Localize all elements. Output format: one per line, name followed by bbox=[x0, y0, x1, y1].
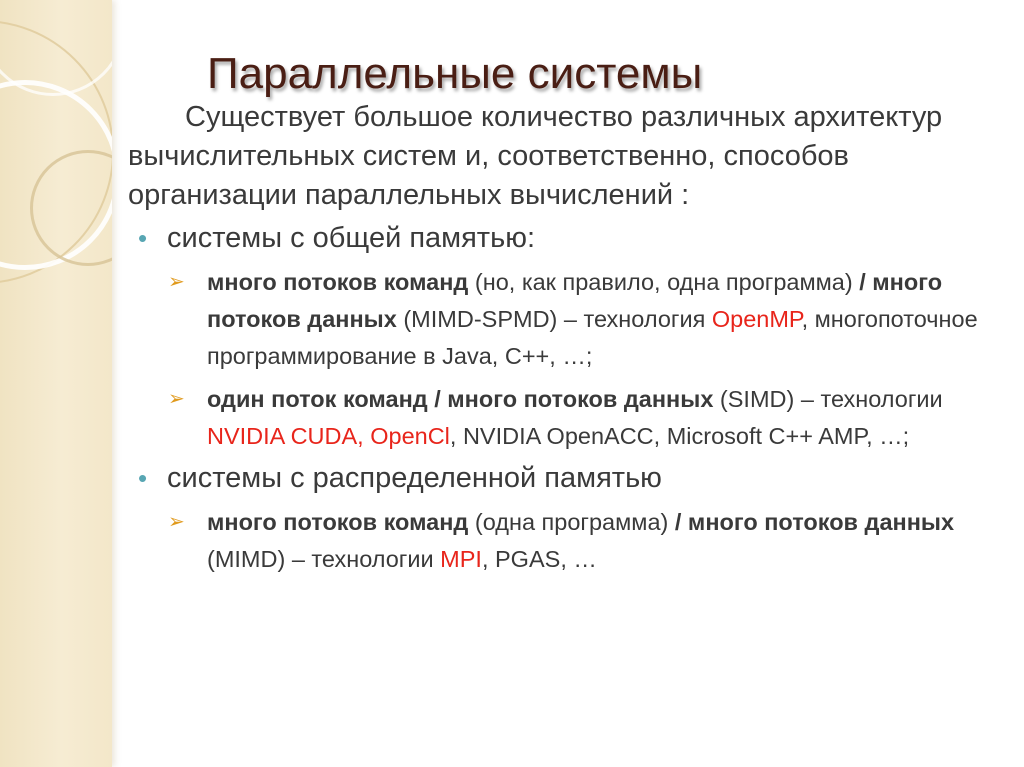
slide-body bbox=[120, 98, 1015, 578]
arrow-bullet-icon: ➢ bbox=[168, 271, 185, 293]
arrow-bullet-icon: ➢ bbox=[168, 388, 185, 410]
bullet-shared-memory bbox=[120, 219, 1015, 258]
sub-bullet-mimd bbox=[120, 504, 1015, 578]
sub-bullet-text: один поток команд / много потоков данных (SIMD) – технологии NVIDIA CUDA, OpenCl, NVIDIA OpenACC, Microsoft C++ AMP, …; bbox=[207, 386, 943, 449]
intro-paragraph: Существует большое количество различных архитектур вычислительных систем и, соответственно, способов организации параллельных вычислений : bbox=[128, 101, 943, 211]
slide-title: Параллельные системы bbox=[207, 49, 703, 99]
sub-bullet-text: много потоков команд (одна программа) / много потоков данных (MIMD) – технологии MPI, PGAS, … bbox=[207, 509, 955, 572]
circle-bullet-icon: • bbox=[138, 223, 148, 253]
decorative-sidebar bbox=[0, 0, 112, 767]
highlight-mpi: MPI bbox=[440, 546, 482, 572]
sub-bullet-mimd-spmd bbox=[120, 264, 1015, 375]
bullet-text: системы с общей памятью: bbox=[167, 222, 536, 254]
highlight-openmp: OpenMP bbox=[711, 306, 802, 332]
bullet-text: системы с распределенной памятью bbox=[167, 462, 662, 494]
sub-bullet-simd bbox=[120, 381, 1015, 455]
bullet-distributed-memory bbox=[120, 459, 1015, 498]
arrow-bullet-icon: ➢ bbox=[168, 511, 185, 533]
circle-bullet-icon: • bbox=[138, 463, 148, 493]
sub-bullet-text: много потоков команд (но, как правило, одна программа) / много потоков данных (MIMD-SPMD) – технология OpenMP, многопоточное программирование в Java, C++, …; bbox=[207, 269, 978, 369]
highlight-cuda-opencl: NVIDIA CUDA, OpenCl bbox=[207, 423, 450, 449]
